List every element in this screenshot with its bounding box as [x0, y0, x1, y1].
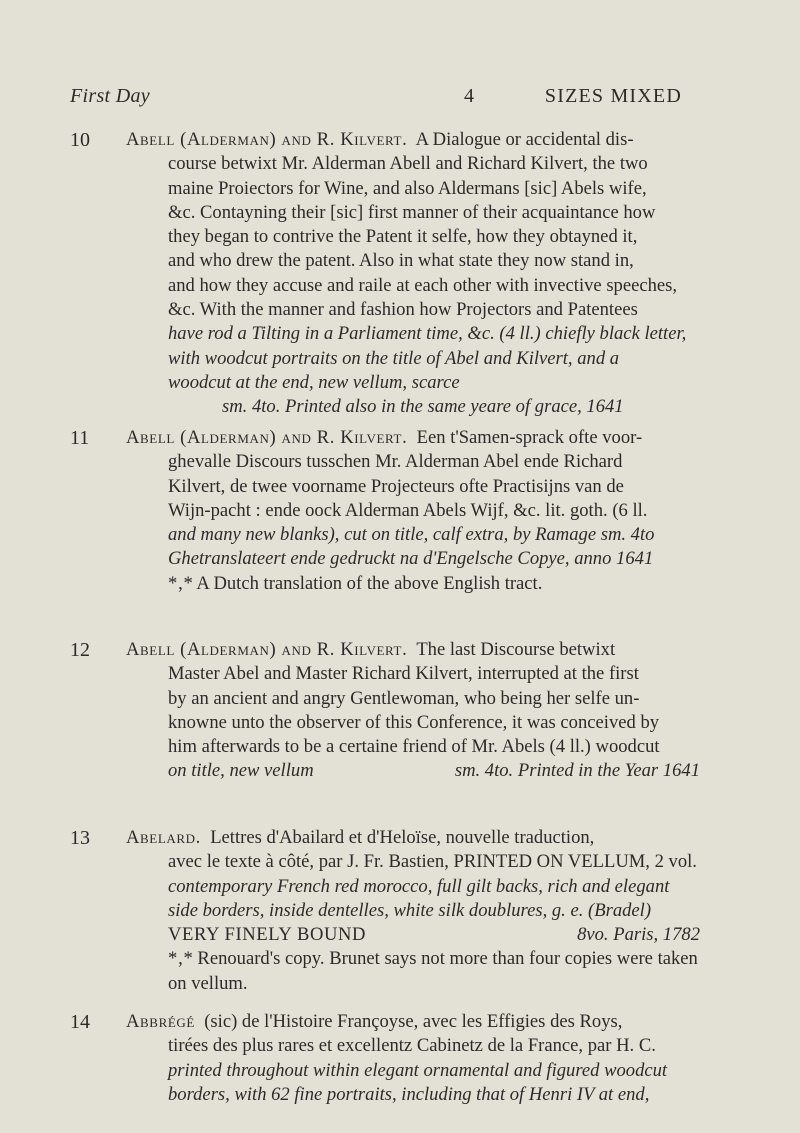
- lot-line: The last Discourse betwixt: [416, 639, 616, 660]
- lot-line: him afterwards to be a certaine friend of Mr. Abels (4 ll.) woodcut: [168, 736, 660, 758]
- lot-line: tirées des plus rares et excellentz Cabinetz de la France, par H. C.: [168, 1035, 656, 1057]
- page-number: 4: [464, 85, 475, 107]
- lot-format: sm. 4to. Printed in the Year 1641: [454, 760, 700, 782]
- lot-line: Master Abel and Master Richard Kilvert, interrupted at the first: [168, 663, 639, 685]
- lot-format-row: [126, 759, 700, 783]
- lot-number: 10: [70, 129, 90, 151]
- lot-description: [126, 426, 700, 596]
- lot-number: 13: [70, 827, 90, 849]
- running-header: [70, 83, 682, 109]
- lot-entry: [70, 128, 700, 420]
- lot-line: and many new blanks), cut on title, calf extra, by Ramage sm. 4to: [168, 524, 655, 546]
- lot-line: Een t'Samen-sprack ofte voor-: [416, 427, 643, 448]
- lot-number: 11: [70, 427, 90, 449]
- lot-line: course betwixt Mr. Alderman Abell and Richard Kilvert, the two: [168, 153, 648, 175]
- lot-line: with woodcut portraits on the title of Abel and Kilvert, and a: [168, 347, 620, 369]
- lot-line: have rod a Tilting in a Parliament time, &c. (4 ll.) chiefly black letter,: [168, 323, 687, 345]
- lot-entry: [70, 638, 700, 784]
- lot-author: Abell (Alderman) and R. Kilvert.: [126, 129, 408, 150]
- lot-line: ghevalle Discours tusschen Mr. Alderman Abel ende Richard: [168, 451, 623, 473]
- lot-line: avec le texte à côté, par J. Fr. Bastien, PRINTED ON VELLUM, 2 vol.: [168, 851, 697, 873]
- header-section: SIZES MIXED: [544, 85, 682, 107]
- lot-description: [126, 128, 700, 420]
- lot-format-row: [126, 923, 700, 947]
- lot-note: *‚* Renouard's copy. Brunet says not more than four copies were taken on vellum.: [168, 948, 698, 994]
- lot-format: 8vo. Paris, 1782: [577, 924, 700, 946]
- lot-author: Abell (Alderman) and R. Kilvert.: [126, 427, 408, 448]
- lot-line: contemporary French red morocco, full gilt backs, rich and elegant: [168, 875, 670, 897]
- lot-entry: [70, 426, 700, 596]
- lot-line: Kilvert, de twee voorname Projecteurs ofte Practisijns van de: [168, 475, 624, 497]
- lot-number: 12: [70, 639, 90, 661]
- lot-entry: [70, 1010, 700, 1107]
- lot-line: they began to contrive the Patent it selfe, how they obtayned it,: [168, 226, 638, 248]
- lot-line: Ghetranslateert ende gedruckt na d'Engelsche Copye, anno 1641: [168, 548, 654, 570]
- lot-line: woodcut at the end, new vellum, scarce: [168, 371, 460, 393]
- lot-description: [126, 1010, 700, 1107]
- lot-description: [126, 638, 700, 784]
- lot-entry: [70, 826, 700, 996]
- lot-line: &c. Contayning their [sic] first manner of their acquaintance how: [168, 201, 656, 223]
- header-day: First Day: [70, 85, 150, 107]
- lot-line: and who drew the patent. Also in what state they now stand in,: [168, 250, 634, 272]
- lot-line: side borders, inside dentelles, white silk doublures, g. e. (Bradel): [168, 899, 652, 921]
- lot-format: sm. 4to. Printed also in the same yeare of grace, 1641: [222, 396, 624, 418]
- lot-line: maine Proiectors for Wine, and also Aldermans [sic] Abels wife,: [168, 177, 647, 199]
- lot-note: *‚* A Dutch translation of the above English tract.: [168, 572, 543, 594]
- lot-line: Lettres d'Abailard et d'Heloïse, nouvelle traduction,: [210, 827, 595, 848]
- lot-author: Abbrégé: [126, 1011, 195, 1032]
- lot-author: Abelard.: [126, 827, 201, 848]
- lot-line: A Dialogue or accidental dis-: [415, 129, 634, 150]
- lot-line: printed throughout within elegant ornamental and figured woodcut: [168, 1059, 668, 1081]
- lot-number: 14: [70, 1011, 90, 1033]
- lot-line: knowne unto the observer of this Conference, it was conceived by: [168, 711, 660, 733]
- lot-line: and how they accuse and raile at each other with invective speeches,: [168, 274, 678, 296]
- lot-author: Abell (Alderman) and R. Kilvert.: [126, 639, 408, 660]
- lot-line: VERY FINELY BOUND: [168, 924, 367, 946]
- lot-line: borders, with 62 fine portraits, including that of Henri IV at end,: [168, 1083, 650, 1105]
- lot-line: &c. With the manner and fashion how Projectors and Patentees: [168, 299, 638, 321]
- lot-description: [126, 826, 700, 996]
- lot-line: (sic) de l'Histoire Françoyse, avec les Effigies des Roys,: [204, 1011, 623, 1032]
- lot-line: Wijn-pacht : ende oock Alderman Abels Wijf, &c. lit. goth. (6 ll.: [168, 499, 648, 521]
- lot-line: on title, new vellum: [168, 760, 314, 782]
- lot-line: by an ancient and angry Gentlewoman, who being her selfe un-: [168, 687, 640, 709]
